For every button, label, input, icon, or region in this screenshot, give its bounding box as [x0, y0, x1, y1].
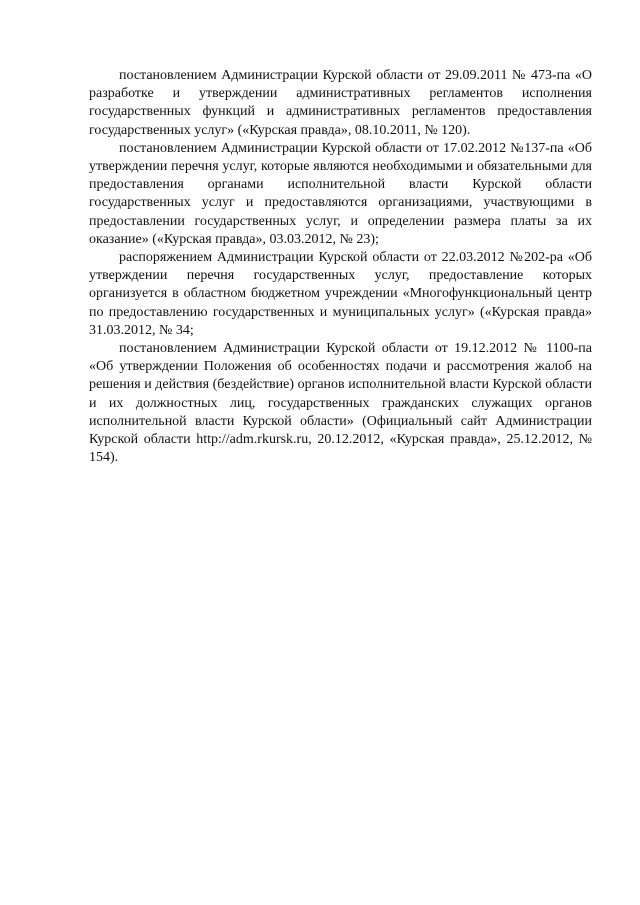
paragraph-resolution-473: постановлением Администрации Курской области от 29.09.2011 № 473-па «О разработке и утверждении административных регламентов исполнения государственных функций и административных регламентов предоставления государственных услуг» («Курская правда», 08.10.2011, № 120).	[89, 68, 592, 138]
paragraph-order-202: распоряжением Администрации Курской области от 22.03.2012 №202-ра «Об утверждении перечня государственных услуг, предоставление которых организуется в областном бюджетном учреждении «Многофункциональный центр по предоставлению государственных и муниципальных услуг» («Курская правда» 31.03.2012, № 34;	[89, 250, 592, 338]
document-body	[89, 67, 592, 467]
paragraph-resolution-1100: постановлением Администрации Курской области от 19.12.2012 № 1100-па «Об утверждении Положения об особенностях подачи и рассмотрения жалоб на решения и действия (бездействие) органов исполнительной власти Курской области и их должностных лиц, государственных гражданских служащих органов исполнительной власти Курской области» (Официальный сайт Администрации Курской области http://adm.rkursk.ru, 20.12.2012, «Курская правда», 25.12.2012, № 154).	[89, 341, 592, 466]
paragraph-resolution-137: постановлением Администрации Курской области от 17.02.2012 №137-па «Об утверждении перечня услуг, которые являются необходимыми и обязательными для предоставления органами исполнительной власти Курской области государственных услуг и предоставляются организациями, участвующими в предоставлении государственных услуг, и определении размера платы за их оказание» («Курская правда», 03.03.2012, № 23);	[89, 140, 592, 247]
